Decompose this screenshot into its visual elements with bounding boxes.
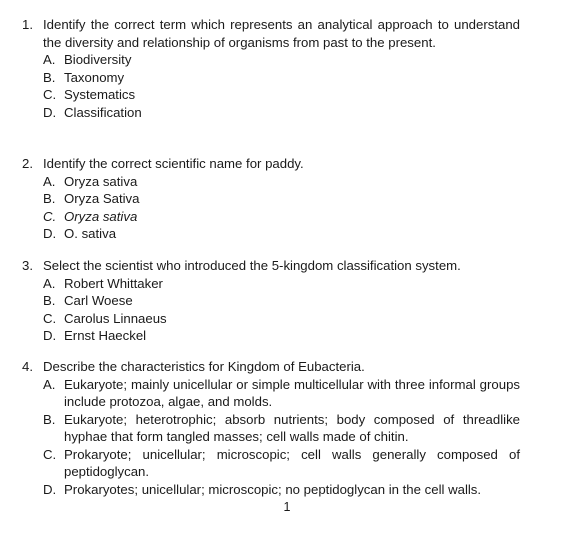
option-letter: D. — [43, 328, 57, 343]
option-a — [22, 51, 520, 69]
question-text: Describe the characteristics for Kingdom of Eubacteria. — [43, 359, 365, 374]
option-d — [22, 104, 520, 122]
option-a — [22, 173, 520, 191]
question-number: 3. — [22, 258, 33, 273]
option-text: Classification — [64, 104, 142, 120]
option-b — [22, 190, 520, 208]
options-list — [22, 376, 520, 499]
question-text: Select the scientist who introduced the 5-kingdom classification system. — [43, 258, 461, 273]
option-letter: A. — [43, 275, 56, 291]
options-list — [22, 275, 520, 345]
option-text: Systematics — [64, 87, 136, 102]
options-list — [22, 51, 520, 121]
question-text: Identify the correct scientific name for paddy. — [43, 156, 304, 171]
option-c — [22, 310, 520, 328]
option-a — [22, 275, 520, 293]
option-letter: B. — [43, 411, 56, 427]
option-text: Eukaryote; heterotrophic; absorb nutrients; body composed of threadlike hyphae that form tangled masses; cell walls made of chitin. — [64, 411, 520, 444]
option-letter: B. — [43, 191, 56, 206]
question-number: 2. — [22, 156, 33, 171]
option-letter: B. — [43, 293, 56, 308]
option-letter: A. — [43, 173, 56, 189]
option-letter: D. — [43, 226, 57, 241]
option-letter: A. — [43, 52, 56, 67]
option-b — [22, 292, 520, 310]
option-text: O. sativa — [64, 226, 117, 241]
option-letter: C. — [43, 208, 57, 224]
option-letter: C. — [43, 310, 57, 326]
question-4 — [22, 358, 520, 498]
option-b — [22, 69, 520, 87]
option-d — [22, 481, 520, 499]
option-text: Biodiversity — [64, 52, 132, 67]
option-text: Carl Woese — [64, 293, 133, 308]
option-text: Robert Whittaker — [64, 275, 163, 291]
option-text: Prokaryote; unicellular; microscopic; cell walls generally composed of peptidoglycan. — [64, 446, 520, 479]
question-text: Identify the correct term which represents an analytical approach to understand the diversity and relationship of organisms from past to the present. — [43, 17, 520, 50]
option-text: Oryza Sativa — [64, 191, 140, 206]
question-number: 4. — [22, 359, 33, 374]
option-d — [22, 225, 520, 243]
option-text: Taxonomy — [64, 69, 125, 85]
option-letter: C. — [43, 87, 57, 102]
question-1 — [22, 16, 520, 121]
option-text: Oryza sativa — [64, 173, 138, 189]
option-letter: B. — [43, 69, 56, 85]
option-text: Ernst Haeckel — [64, 328, 147, 343]
option-text: Carolus Linnaeus — [64, 310, 167, 326]
option-c — [22, 446, 520, 481]
question-number: 1. — [22, 17, 33, 32]
option-d — [22, 327, 520, 345]
option-c — [22, 86, 520, 104]
options-list — [22, 173, 520, 243]
question-2 — [22, 155, 520, 243]
page-number: 1 — [283, 500, 291, 514]
option-letter: C. — [43, 446, 57, 462]
option-letter: D. — [43, 104, 57, 120]
option-c — [22, 208, 520, 226]
option-a — [22, 376, 520, 411]
question-3 — [22, 257, 520, 345]
option-letter: A. — [43, 376, 56, 392]
option-text: Oryza sativa — [64, 208, 138, 224]
option-text: Prokaryotes; unicellular; microscopic; no peptidoglycan in the cell walls. — [64, 481, 482, 497]
option-b — [22, 411, 520, 446]
option-text: Eukaryote; mainly unicellular or simple multicellular with three informal groups include protozoa, algae, and molds. — [64, 376, 520, 409]
option-letter: D. — [43, 481, 57, 497]
